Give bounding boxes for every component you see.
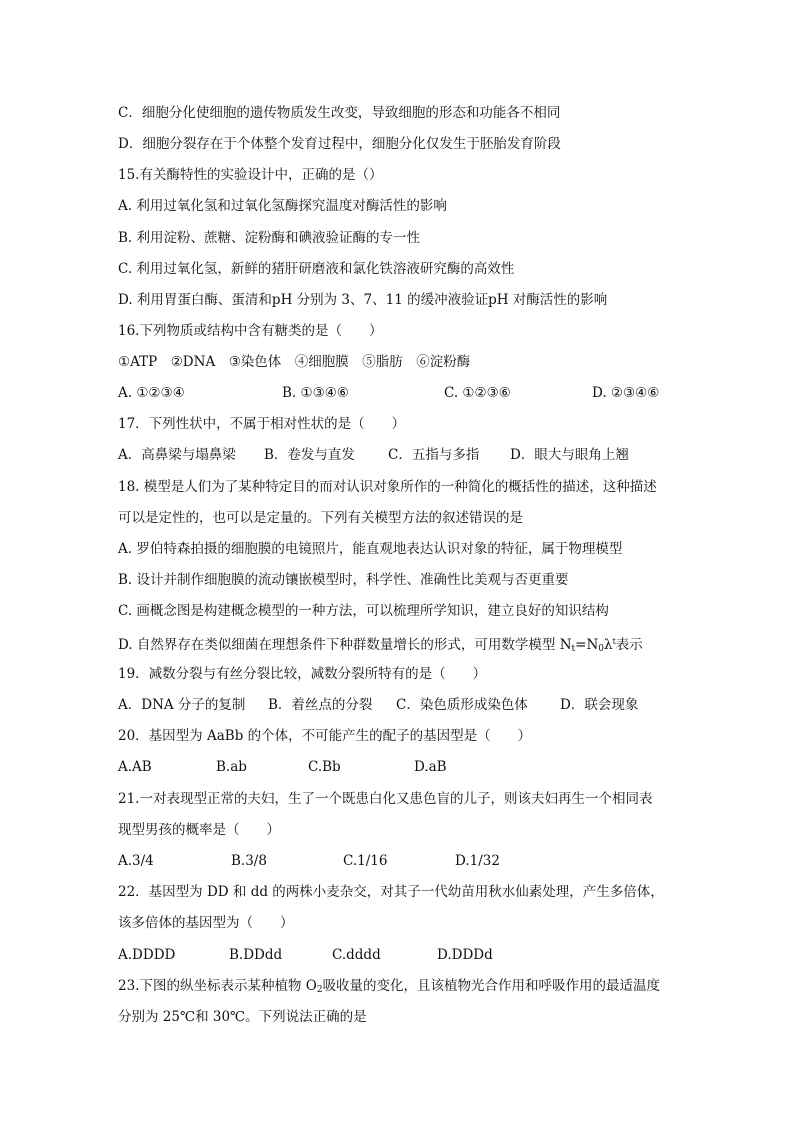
q21-option-b: B.3/8 bbox=[231, 853, 267, 869]
q23-stem-line2: 分别为 25℃和 30℃。下列说法正确的是 bbox=[118, 1009, 367, 1025]
q21-option-d: D.1/32 bbox=[455, 853, 500, 869]
q21-options bbox=[118, 852, 538, 870]
q21-option-c: C.1/16 bbox=[343, 853, 388, 869]
q15-option-c: C. 利用过氧化氢，新鲜的猪肝研磨液和氯化铁溶液研究酶的高效性 bbox=[118, 261, 515, 277]
q18-option-d-text: D. 自然界存在类似细菌在理想条件下种群数量增长的形式，可用数学模型 N bbox=[118, 637, 572, 653]
q15-option-d: D. 利用胃蛋白酶、蛋清和pH 分别为 3、7、11 的缓冲液验证pH 对酶活性的影响 bbox=[118, 292, 608, 308]
q18-option-d bbox=[118, 633, 643, 658]
q17-option-d: D．眼大与眼角上翘 bbox=[510, 447, 629, 463]
q18-formula-sub-0: 0 bbox=[598, 644, 605, 654]
q18-stem-line2: 可以是定性的，也可以是定量的。下列有关模型方法的叙述错误的是 bbox=[118, 510, 523, 526]
q22-options bbox=[118, 946, 538, 964]
q17-stem: 17．下列性状中，不属于相对性状的是（ ） bbox=[118, 416, 406, 432]
q17-option-a: A．高鼻梁与塌鼻梁 bbox=[118, 447, 236, 463]
q18-option-b: B. 设计并制作细胞膜的流动镶嵌模型时，科学性、准确性比美观与否更重要 bbox=[118, 572, 569, 588]
q18-option-d-tail: 表示 bbox=[615, 637, 643, 653]
q22-option-c: C.dddd bbox=[332, 947, 381, 963]
q22-stem-line1: 22．基因型为 DD 和 dd 的两株小麦杂交，对其子一代幼苗用秋水仙素处理，产生多倍体， bbox=[118, 884, 664, 900]
q21-option-a: A.3/4 bbox=[118, 853, 154, 869]
q19-option-c: C．染色质形成染色体 bbox=[396, 697, 528, 713]
q15-option-a: A. 利用过氧化氢和过氧化氢酶探究温度对酶活性的影响 bbox=[118, 198, 447, 214]
q22-option-b: B.DDdd bbox=[229, 947, 283, 963]
q16-items: ①ATP ②DNA ③染色体 ④细胞膜 ⑤脂肪 ⑥淀粉酶 bbox=[118, 354, 471, 370]
q23-stem-text: 23.下图的纵坐标表示某种植物 O bbox=[118, 978, 317, 994]
q17-option-b: B．卷发与直发 bbox=[264, 447, 355, 463]
q23-o2-subscript: 2 bbox=[316, 985, 323, 995]
q14-option-d: D．细胞分裂存在于个体整个发育过程中，细胞分化仅发生于胚胎发育阶段 bbox=[118, 136, 561, 152]
q18-formula-sup-t: t bbox=[612, 637, 616, 646]
q22-option-d: D.DDDd bbox=[437, 947, 493, 963]
q23-stem-line1 bbox=[118, 977, 660, 999]
q18-option-c: C. 画概念图是构建概念模型的一种方法，可以梳理所学知识，建立良好的知识结构 bbox=[118, 603, 609, 619]
q18-option-a: A. 罗伯特森拍摄的细胞膜的电镜照片，能直观地表达认识对象的特征，属于物理模型 bbox=[118, 541, 623, 557]
q19-option-a: A．DNA 分子的复制 bbox=[118, 697, 246, 713]
q16-option-a: A. ①②③④ bbox=[118, 385, 185, 401]
q18-formula-sub-t: t bbox=[571, 644, 576, 654]
q16-stem: 16.下列物质或结构中含有糖类的是（ ） bbox=[118, 323, 383, 339]
q20-stem: 20．基因型为 AaBb 的个体，不可能产生的配子的基因型是（ ） bbox=[118, 728, 532, 744]
q19-stem: 19．减数分裂与有丝分裂比较，减数分裂所特有的是（ ） bbox=[118, 666, 487, 682]
q18-formula-mid: =N bbox=[575, 637, 599, 653]
q20-option-d: D.aB bbox=[414, 759, 447, 775]
q23-stem-text-cont: 吸收量的变化，且该植物光合作用和呼吸作用的最适温度 bbox=[322, 978, 661, 994]
q15-stem: 15.有关酶特性的实验设计中，正确的是（） bbox=[118, 167, 383, 183]
q20-option-a: A.AB bbox=[118, 759, 152, 775]
q19-options bbox=[118, 696, 658, 714]
q16-options bbox=[118, 384, 678, 402]
q16-option-d: D. ②③④⑥ bbox=[592, 385, 660, 401]
q18-stem-line1: 18. 模型是人们为了某种特定目的而对认识对象所作的一种简化的概括性的描述，这种描述 bbox=[118, 479, 657, 495]
q22-option-a: A.DDDD bbox=[118, 947, 176, 963]
q14-option-c: C．细胞分化使细胞的遗传物质发生改变，导致细胞的形态和功能各不相同 bbox=[118, 105, 561, 121]
q20-option-c: C.Bb bbox=[308, 759, 341, 775]
q20-option-b: B.ab bbox=[216, 759, 247, 775]
q17-options bbox=[118, 446, 658, 464]
q19-option-b: B．着丝点的分裂 bbox=[268, 697, 373, 713]
q21-stem-line1: 21.一对表现型正常的夫妇，生了一个既患白化又患色盲的儿子，则该夫妇再生一个相同表 bbox=[118, 791, 653, 807]
q16-option-c: C. ①②③⑥ bbox=[444, 385, 511, 401]
q20-options bbox=[118, 758, 518, 776]
q15-option-b: B. 利用淀粉、蔗糖、淀粉酶和碘液验证酶的专一性 bbox=[118, 230, 421, 246]
q18-formula-lambda: λ bbox=[604, 637, 613, 653]
q17-option-c: C．五指与多指 bbox=[388, 447, 480, 463]
q19-option-d: D．联会现象 bbox=[560, 697, 639, 713]
q16-option-b: B. ①③④⑥ bbox=[282, 385, 349, 401]
q21-stem-line2: 现型男孩的概率是（ ） bbox=[118, 822, 280, 838]
q22-stem-line2: 该多倍体的基因型为（ ） bbox=[118, 915, 294, 931]
